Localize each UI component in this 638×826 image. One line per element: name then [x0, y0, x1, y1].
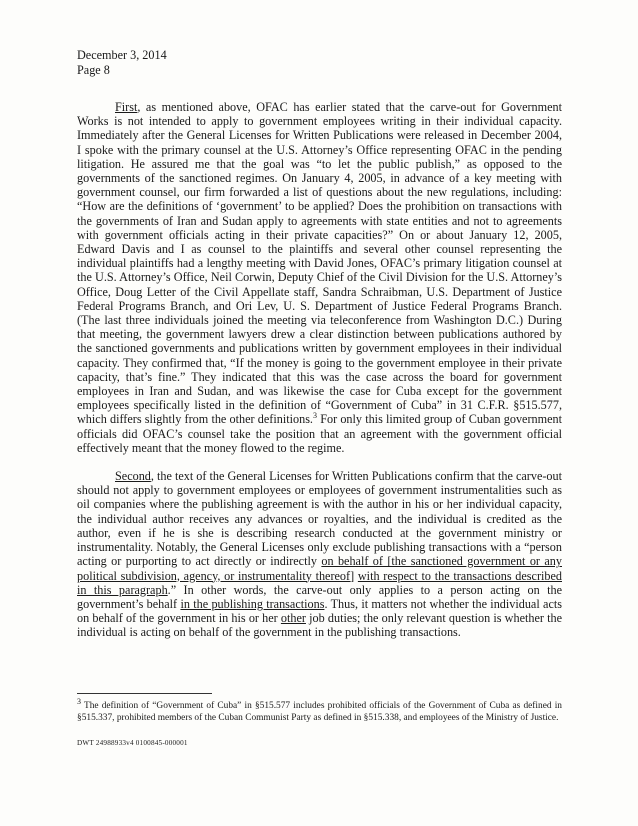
underlined-phrase: with respect to the transactions described in this paragraph — [77, 568, 562, 597]
footnote — [77, 696, 562, 724]
underlined-phrase: on behalf of [the sanctioned government or any political subdivision, agency, or instrumentality thereof] — [77, 554, 562, 583]
header-page-number: Page 8 — [77, 63, 110, 77]
paragraph-first — [77, 100, 562, 455]
header-date: December 3, 2014 — [77, 48, 167, 62]
letter-body — [77, 100, 562, 654]
paragraph-text: , as mentioned above, OFAC has earlier stated that the carve-out for Government Works is not intended to apply to government employees writing in their individual capacity. Immediately after the General Licenses for Written Publications were released in December 2004, I spoke with the primary counsel at the U.S. Attorney’s Office representing OFAC in the pending litigation. He assured me that the goal was “to let the public publish,” as opposed to the governments of the sanctioned regimes. On January 4, 2005, in advance of a key meeting with government counsel, our firm forwarded a list of questions about the new regulations, including: “How are the definitions of ‘government’ to be applied? Does the prohibition on transactions with the governments of Iran and Sudan apply to agreements with state entities and not to agreements with government officials acting in their private capacities?” On or about January 12, 2005, Edward Davis and I as counsel to the plaintiffs and several other counsel representing the individual plaintiffs had a lengthy meeting with David Jones, OFAC’s primary litigation counsel at the U.S. Attorney’s Office, Neil Corwin, Deputy Chief of the Civil Division for the U.S. Attorney’s Office, Doug Letter of the Civil Appellate staff, Sandra Schraibman, U.S. Department of Justice Federal Programs Branch, and Ori Lev, U. S. Department of Justice Federal Programs Branch. (The last three individuals joined the meeting via teleconference from Washington D.C.) During that meeting, the government lawyers drew a clear distinction between publications authored by the sanctioned governments and publications written by government employees in their individual capacity. They confirmed that, “If the money is going to the government employee in their private capacity, that’s fine.” They indicated that this was the case across the board for government employees in Iran and Sudan, and was likewise the case for Cuba except for the government employees specifically listed in the definition of “Government of Cuba” in 31 C.F.R. §515.577, which differs slightly from the other definitions. — [77, 100, 562, 427]
underlined-phrase: in the publishing transactions — [180, 596, 325, 611]
paragraph-lead-first: First — [115, 100, 138, 114]
underlined-phrase: other — [280, 611, 306, 626]
footnote-reference: 3 — [312, 411, 317, 421]
paragraph-text: . Thus, it matters not whether the individual acts on behalf of the government in his or her — [77, 596, 562, 626]
footnote-text: The definition of “Government of Cuba” in §515.577 includes prohibited officials of the Government of Cuba as defined in §515.337, prohibited members of the Cuban Communist Party as defined in §515.338, and employees of the Ministry of Justice. — [77, 701, 562, 723]
footnote-divider — [77, 693, 212, 694]
paragraph-second — [77, 469, 562, 639]
footnote-number: 3 — [77, 696, 81, 706]
paragraph-text: For only this limited group of Cuban government officials did OFAC’s counsel take the position that an agreement with the government official effectively meant that the money flowed to the regime. — [77, 412, 562, 455]
document-id: DWT 24988933v4 0100845-000001 — [77, 739, 188, 747]
paragraph-lead-second: Second — [115, 469, 151, 484]
letter-header — [77, 48, 167, 78]
paragraph-text: , the text of the General Licenses for Written Publications confirm that the carve-out should not apply to government employees or employees of government instrumentalities such as oil companies where the publishing agreement is with the author in his or her individual capacity, the individual author receives any advances or royalties, and the individual is credited as the author, even if he is she is describing research conducted at the government ministry or instrumentality. Notably, the General Licenses only exclude publishing transactions with a “person acting or purporting to act directly or indirectly — [77, 469, 562, 569]
paragraph-text: job duties; the only relevant question is whether the individual is acting on behalf of the government in the publishing transactions. — [77, 611, 562, 640]
paragraph-text: .” In other words, the carve-out only applies to a person acting on the government’s behalf — [77, 582, 562, 611]
